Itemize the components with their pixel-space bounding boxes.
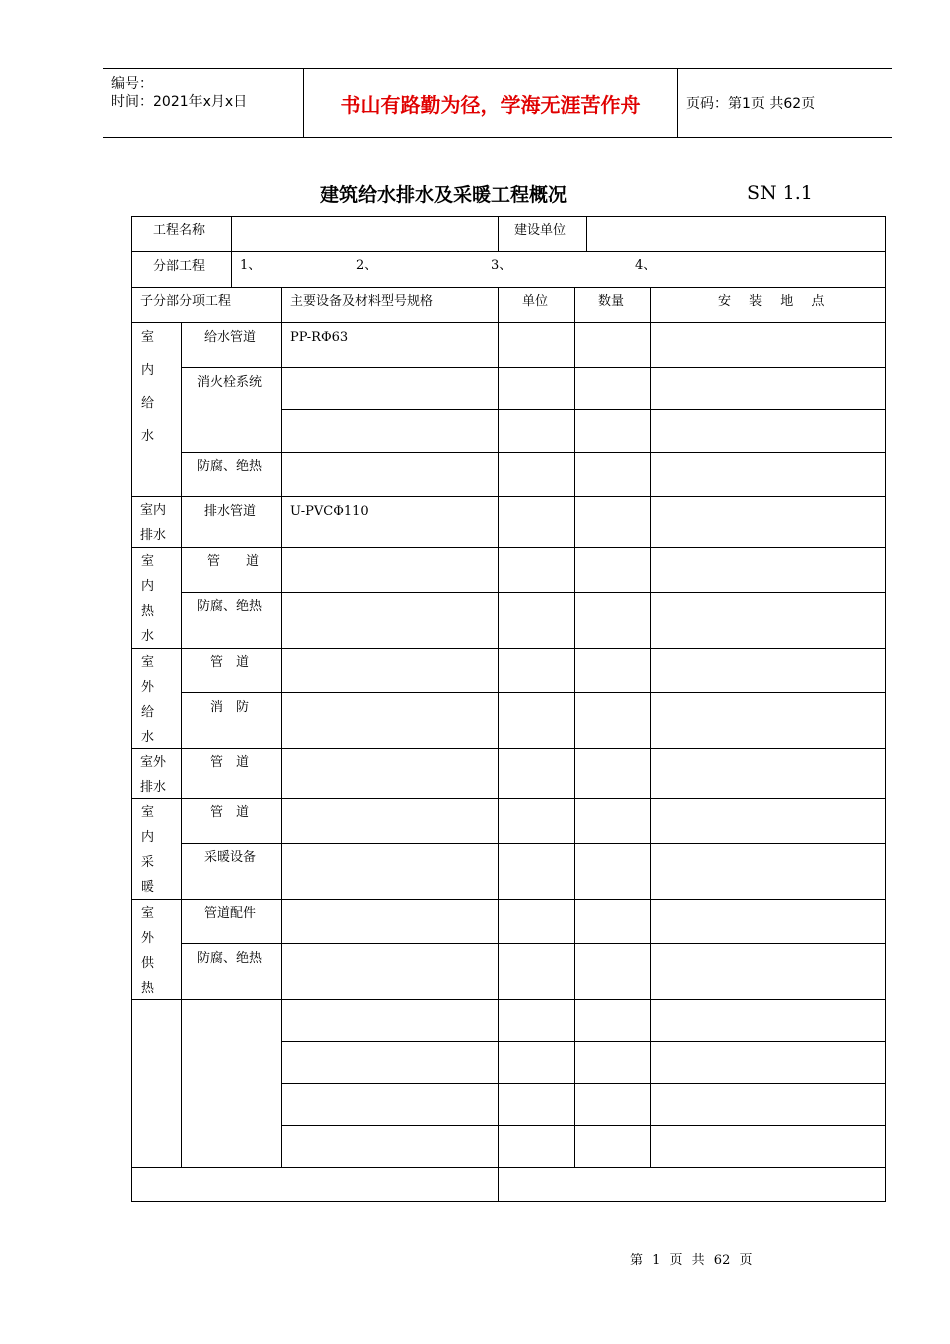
- row-line: [181, 367, 886, 368]
- sub-project-item-4: 4、: [635, 258, 657, 273]
- time-label: 时间：2021年x月x日: [111, 94, 248, 110]
- row-line: [181, 692, 886, 693]
- group-char: 室: [141, 554, 155, 569]
- group-char: 室: [141, 805, 155, 820]
- document-code: SN 1.1: [747, 182, 813, 204]
- row-line: [131, 798, 886, 799]
- group-char: 外: [141, 931, 155, 946]
- col-header-unit: 单位: [522, 294, 549, 309]
- item-pipe-hot-water: 管 道: [207, 554, 260, 569]
- item-anticorrosion-2: 防腐、绝热: [197, 599, 263, 614]
- group-char: 热: [141, 981, 155, 996]
- sub-project-item-3: 3、: [491, 258, 513, 273]
- item-anticorrosion-1: 防腐、绝热: [197, 459, 263, 474]
- item-hydrant-system: 消火栓系统: [197, 375, 263, 390]
- item-fire-protection: 消 防: [210, 700, 250, 715]
- group-char: 室: [141, 906, 155, 921]
- col-line: [574, 287, 575, 1168]
- spec-drain-pipe: U-PVCΦ110: [290, 504, 369, 519]
- project-name-label: 工程名称: [153, 223, 206, 238]
- group-label-outdoor-drainage: [140, 756, 166, 806]
- col-line: [586, 216, 587, 252]
- item-heating-equipment: 采暖设备: [204, 850, 257, 865]
- row-line: [131, 648, 886, 649]
- col-header-location: 安 装 地 点: [718, 294, 825, 309]
- group-label-indoor-hot-water: [141, 555, 154, 655]
- row-line: [131, 999, 886, 1000]
- group-label-indoor-drainage: [140, 504, 166, 554]
- col-line: [281, 287, 282, 1168]
- group-char: 室: [141, 655, 155, 670]
- sub-project-label: 分部工程: [153, 259, 206, 274]
- row-line: [281, 1083, 886, 1084]
- col-line: [498, 216, 499, 252]
- group-char: 内: [141, 363, 155, 378]
- group-char: 水: [141, 429, 155, 444]
- group-char: 水: [141, 629, 155, 644]
- group-char: 内: [141, 830, 155, 845]
- col-header-qty: 数量: [598, 294, 625, 309]
- item-pipe-outdoor-water: 管 道: [210, 655, 250, 670]
- group-char: 暖: [141, 880, 155, 895]
- row-line: [131, 251, 886, 252]
- group-char: 给: [141, 705, 155, 720]
- group-char: 室: [141, 330, 155, 345]
- row-line: [181, 452, 886, 453]
- row-line: [281, 1041, 886, 1042]
- row-line: [181, 592, 886, 593]
- group-char: 外: [141, 680, 155, 695]
- group-label-indoor-water-supply: [141, 331, 154, 463]
- document-title: 建筑给水排水及采暖工程概况: [320, 184, 568, 206]
- item-pipe-fitting: 管道配件: [204, 906, 257, 921]
- motto-text: 书山有路勤为径，学海无涯苦作舟: [340, 92, 641, 117]
- col-header-spec: 主要设备及材料型号规格: [290, 294, 434, 309]
- group-label-outdoor-water-supply: [141, 656, 154, 756]
- col-line: [231, 251, 232, 288]
- row-line: [131, 496, 886, 497]
- table-border-right: [885, 216, 886, 1202]
- table-border-top: [131, 216, 886, 217]
- sub-project-item-2: 2、: [356, 258, 378, 273]
- page-footer: 第 1 页 共 62 页: [630, 1253, 753, 1268]
- item-water-pipe: 给水管道: [204, 330, 257, 345]
- row-line: [131, 322, 886, 323]
- group-char: 热: [141, 604, 155, 619]
- row-line: [131, 748, 886, 749]
- group-char: 内: [141, 579, 155, 594]
- spec-water-pipe: PP-RΦ63: [290, 330, 349, 345]
- item-pipe-outdoor-drainage: 管 道: [210, 755, 250, 770]
- group-char: 水: [141, 730, 155, 745]
- row-line: [281, 1125, 886, 1126]
- page-info: 页码：第1页 共62页: [686, 96, 816, 112]
- row-line: [131, 547, 886, 548]
- group-char: 室外: [140, 755, 167, 770]
- col-line: [650, 287, 651, 1168]
- sub-project-item-1: 1、: [240, 258, 262, 273]
- row-line: [131, 1167, 886, 1168]
- group-char: 排水: [140, 780, 167, 795]
- col-line: [181, 322, 182, 1168]
- group-char: 排水: [140, 528, 167, 543]
- group-char: 供: [141, 956, 155, 971]
- group-char: 给: [141, 396, 155, 411]
- row-line: [131, 899, 886, 900]
- col-line: [231, 216, 232, 252]
- col-line: [498, 287, 499, 1202]
- row-line: [181, 943, 886, 944]
- group-char: 室内: [140, 503, 167, 518]
- col-header-sub-item: 子分部分项工程: [140, 294, 232, 309]
- item-anticorrosion-3: 防腐、绝热: [197, 951, 263, 966]
- row-line: [131, 287, 886, 288]
- number-label: 编号：: [111, 76, 153, 92]
- group-label-outdoor-heat-supply: [141, 907, 154, 1007]
- table-border-bottom: [131, 1201, 886, 1202]
- build-unit-label: 建设单位: [514, 223, 567, 238]
- row-line: [281, 409, 886, 410]
- item-pipe-heating: 管 道: [210, 805, 250, 820]
- table-border-left: [131, 216, 132, 1202]
- group-char: 采: [141, 855, 155, 870]
- group-label-indoor-heating: [141, 806, 154, 906]
- item-drain-pipe: 排水管道: [204, 504, 257, 519]
- row-line: [181, 843, 886, 844]
